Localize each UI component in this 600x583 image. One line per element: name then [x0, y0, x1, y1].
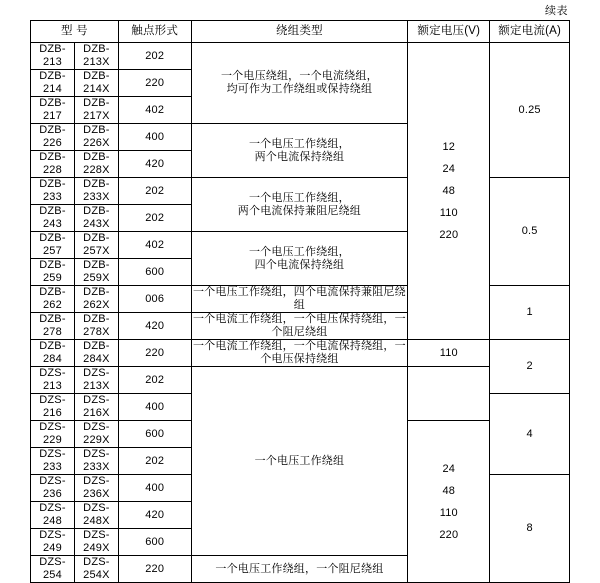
cell-contact-form: 420 [118, 502, 191, 529]
cell-winding-type: 一个电压工作绕组，一个阻尼绕组 [191, 556, 408, 583]
cell-model-variant: DZB-213X [74, 43, 118, 70]
cell-model-basic: DZB-228 [31, 151, 75, 178]
cell-rated-current: 0.5 [490, 178, 570, 286]
cell-winding-type: 一个电压工作绕组， 两个电流保持兼阻尼绕组 [191, 178, 408, 232]
cell-contact-form: 400 [118, 124, 191, 151]
cell-model-variant: DZB-278X [74, 313, 118, 340]
cell-model-basic: DZS-233 [31, 448, 75, 475]
table-body [31, 43, 570, 583]
cell-contact-form: 202 [118, 178, 191, 205]
cell-rated-current: 8 [490, 475, 570, 583]
cell-model-basic: DZS-249 [31, 529, 75, 556]
cell-model-variant: DZS-249X [74, 529, 118, 556]
cell-rated-voltage [408, 367, 490, 421]
cell-model-variant: DZS-229X [74, 421, 118, 448]
cell-model-variant: DZB-259X [74, 259, 118, 286]
cell-contact-form: 600 [118, 259, 191, 286]
cell-contact-form: 202 [118, 448, 191, 475]
cell-rated-current: 4 [490, 394, 570, 475]
cell-model-basic: DZB-284 [31, 340, 75, 367]
header-model: 型 号 [31, 21, 119, 43]
cell-contact-form: 600 [118, 421, 191, 448]
cell-model-basic: DZB-278 [31, 313, 75, 340]
cell-model-basic: DZB-259 [31, 259, 75, 286]
cell-model-basic: DZB-243 [31, 205, 75, 232]
cell-winding-type: 一个电压工作绕组，四个电流保持兼阻尼绕组 [192, 286, 406, 311]
cell-model-variant: DZB-217X [74, 97, 118, 124]
cell-model-variant: DZB-243X [74, 205, 118, 232]
cell-contact-form: 202 [118, 205, 191, 232]
cell-model-variant: DZS-213X [74, 367, 118, 394]
cell-contact-form: 420 [118, 151, 191, 178]
cell-winding-type: 一个电压工作绕组 [191, 367, 408, 556]
cell-model-basic: DZS-229 [31, 421, 75, 448]
table-row [31, 367, 570, 394]
cell-model-basic: DZS-216 [31, 394, 75, 421]
cell-contact-form: 202 [118, 367, 191, 394]
cell-model-basic: DZS-213 [31, 367, 75, 394]
cell-rated-voltage: 12 24 48 110 220 [408, 43, 490, 340]
cell-model-variant: DZS-254X [74, 556, 118, 583]
header-contact-form: 触点形式 [118, 21, 191, 43]
continued-label: 续表 [545, 5, 568, 17]
cell-rated-current: 1 [490, 286, 570, 340]
cell-model-basic: DZB-262 [31, 286, 75, 313]
cell-contact-form: 220 [118, 340, 191, 367]
cell-winding-type: 一个电流工作绕组，一个电流保持绕组，一个电压保持绕组 [192, 340, 406, 365]
table-header-row [31, 21, 570, 43]
table-row [31, 340, 570, 367]
table-row [31, 43, 570, 70]
cell-model-variant: DZB-262X [74, 286, 118, 313]
cell-contact-form: 600 [118, 529, 191, 556]
cell-contact-form: 400 [118, 394, 191, 421]
cell-model-variant: DZB-233X [74, 178, 118, 205]
cell-model-basic: DZS-236 [31, 475, 75, 502]
cell-model-basic: DZS-248 [31, 502, 75, 529]
specification-table [30, 20, 570, 583]
cell-model-variant: DZB-228X [74, 151, 118, 178]
cell-contact-form: 220 [118, 556, 191, 583]
cell-model-variant: DZS-248X [74, 502, 118, 529]
header-winding-type: 绕组类型 [191, 21, 408, 43]
cell-winding-type: 一个电压工作绕组， 四个电流保持绕组 [191, 232, 408, 286]
cell-model-variant: DZS-216X [74, 394, 118, 421]
cell-model-basic: DZB-214 [31, 70, 75, 97]
header-rated-voltage: 额定电压(V) [408, 21, 490, 43]
cell-contact-form: 420 [118, 313, 191, 340]
cell-contact-form: 006 [118, 286, 191, 313]
cell-model-variant: DZB-214X [74, 70, 118, 97]
cell-model-variant: DZB-226X [74, 124, 118, 151]
cell-rated-voltage: 24 48 110 220 [408, 421, 490, 583]
cell-contact-form: 402 [118, 97, 191, 124]
header-rated-current: 额定电流(A) [490, 21, 570, 43]
cell-model-basic: DZB-233 [31, 178, 75, 205]
cell-contact-form: 400 [118, 475, 191, 502]
cell-winding-type: 一个电压绕组，一个电流绕组， 均可作为工作绕组或保持绕组 [191, 43, 408, 124]
cell-model-basic: DZB-213 [31, 43, 75, 70]
cell-rated-current: 2 [490, 340, 570, 394]
cell-winding-type: 一个电压工作绕组， 两个电流保持绕组 [191, 124, 408, 178]
cell-model-variant: DZB-284X [74, 340, 118, 367]
cell-model-variant: DZB-257X [74, 232, 118, 259]
cell-model-basic: DZS-254 [31, 556, 75, 583]
cell-model-variant: DZS-236X [74, 475, 118, 502]
cell-contact-form: 202 [118, 43, 191, 70]
cell-model-basic: DZB-257 [31, 232, 75, 259]
cell-rated-current: 0.25 [490, 43, 570, 178]
cell-rated-voltage: 110 [408, 340, 490, 367]
cell-contact-form: 402 [118, 232, 191, 259]
cell-contact-form: 220 [118, 70, 191, 97]
cell-winding-type: 一个电流工作绕组，一个电压保持绕组，一个阻尼绕组 [192, 313, 406, 338]
cell-model-basic: DZB-226 [31, 124, 75, 151]
cell-model-variant: DZS-233X [74, 448, 118, 475]
cell-model-basic: DZB-217 [31, 97, 75, 124]
